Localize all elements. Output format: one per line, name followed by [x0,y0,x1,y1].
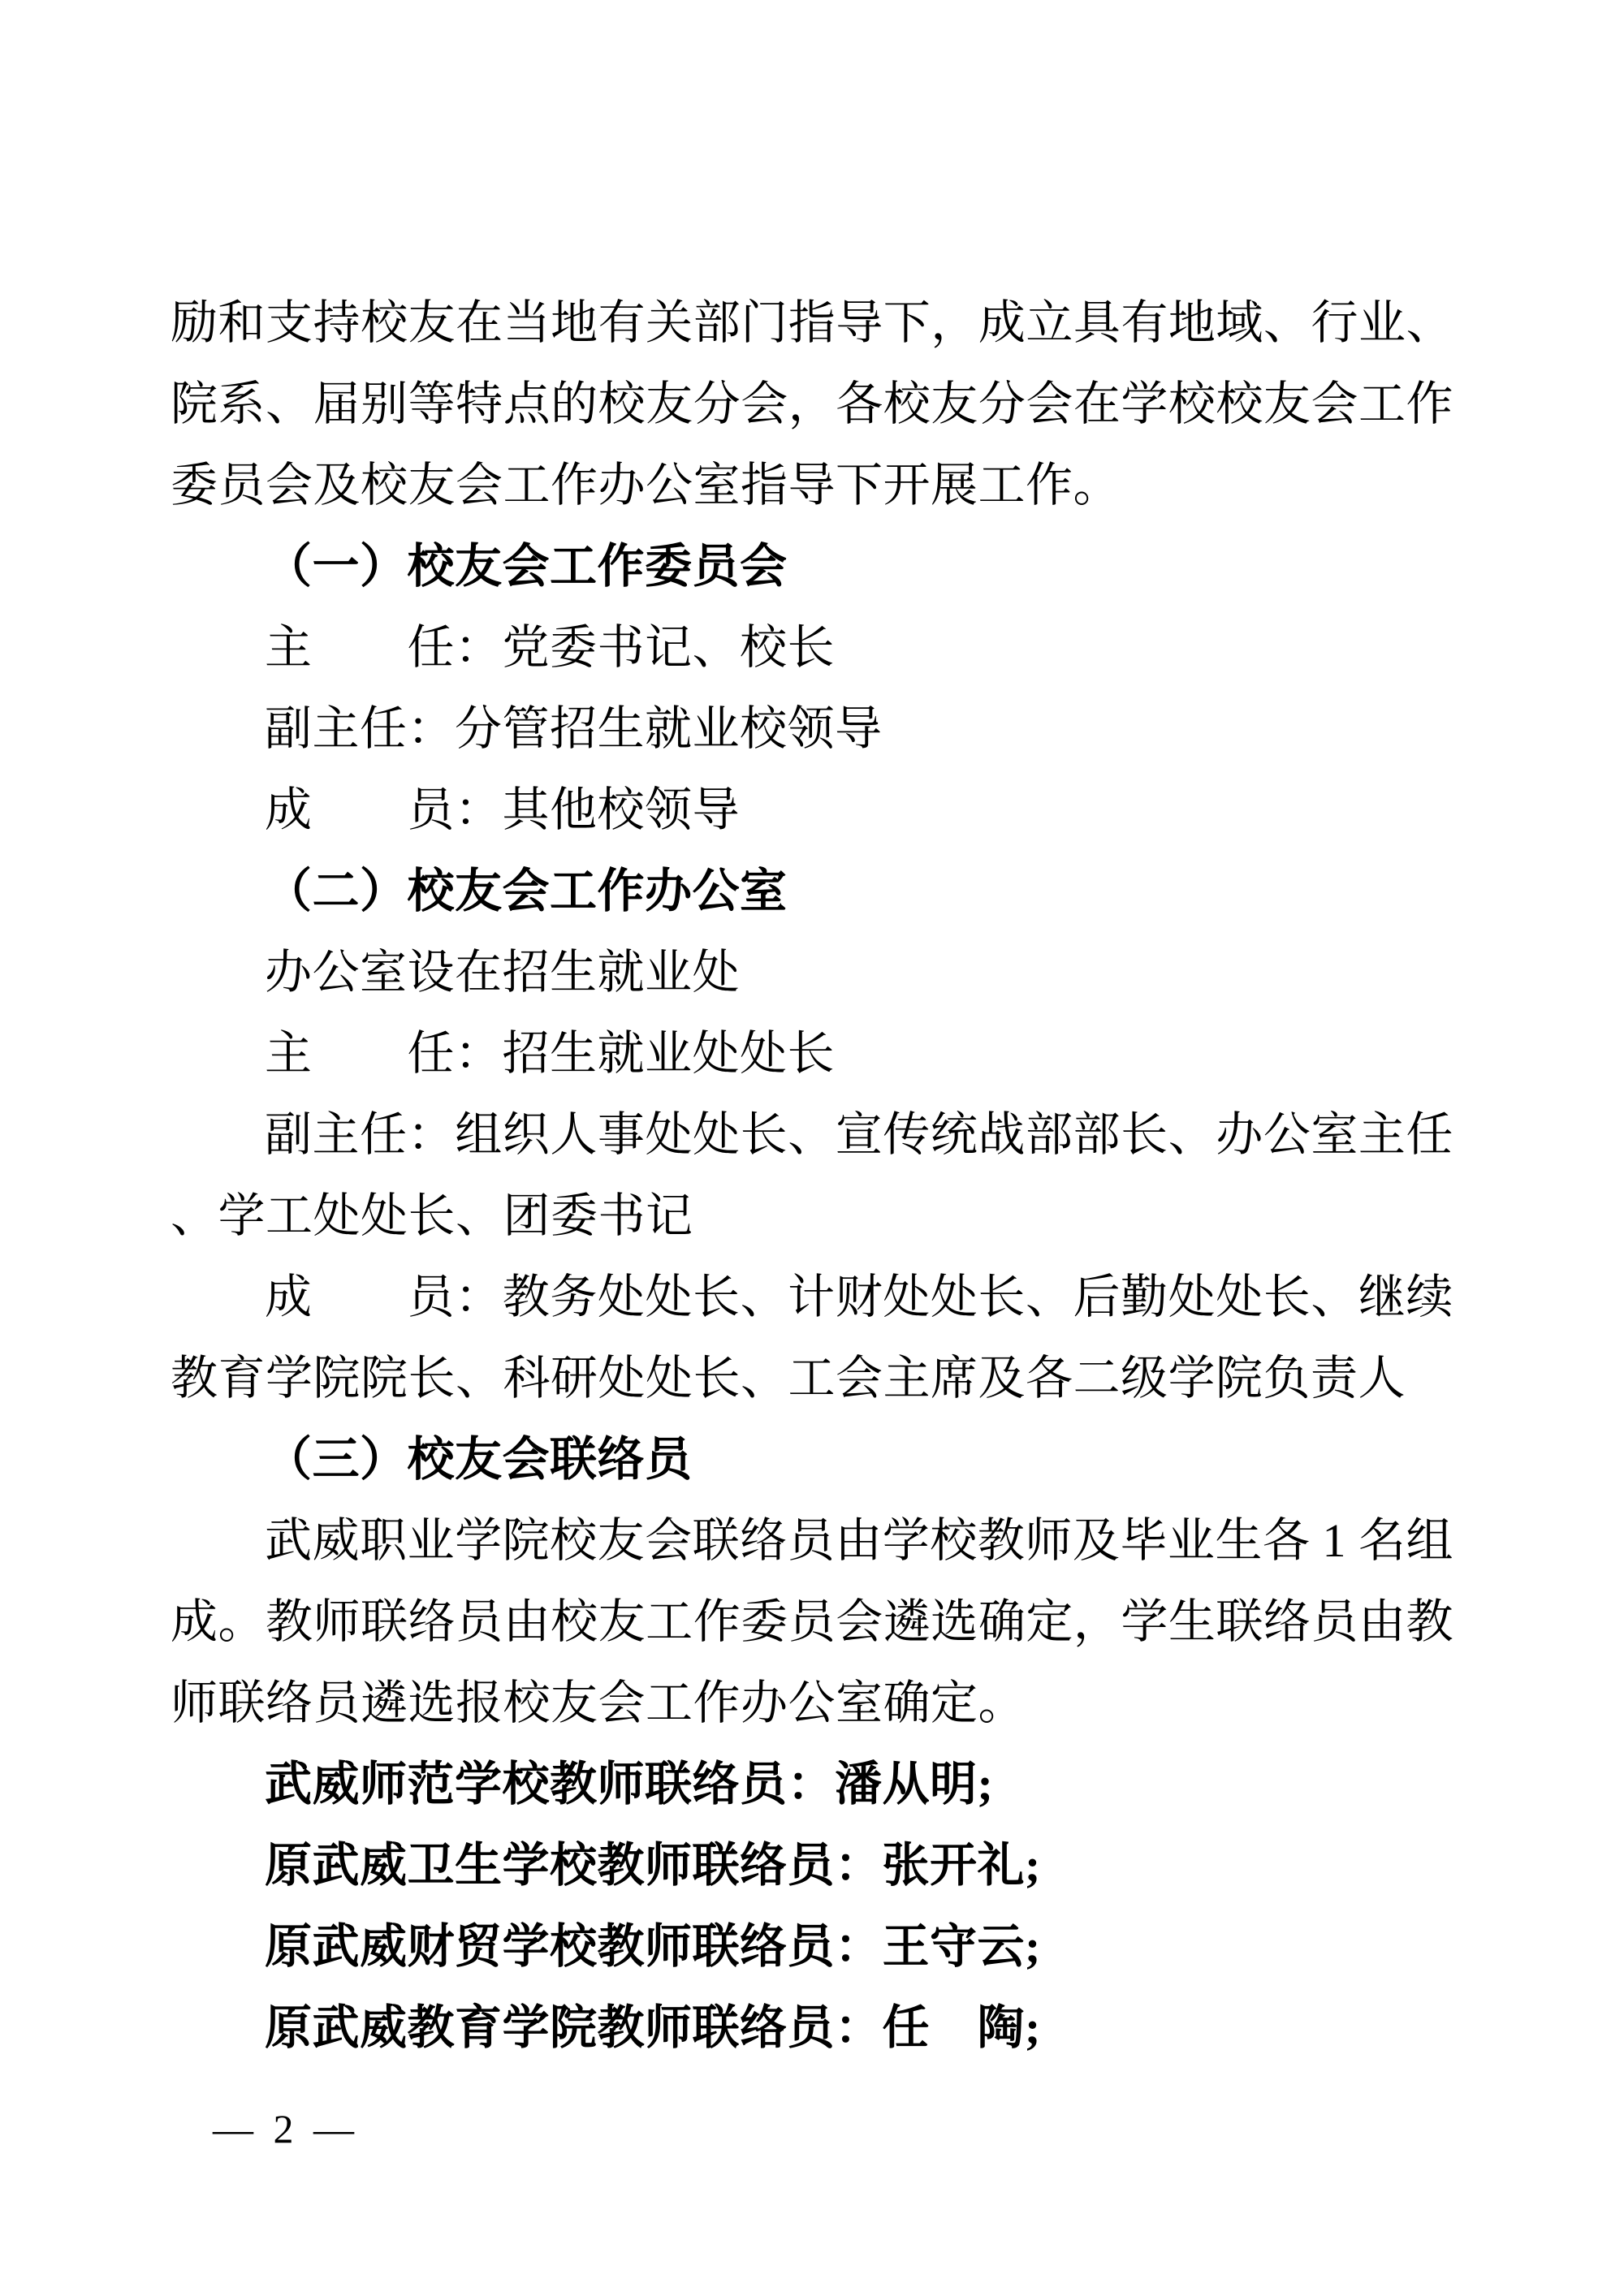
paragraph: 成 员：教务处处长、计财处处长、后勤处处长、继续教育学院院长、科研处处长、工会主席及各二级学院负责人 [171,1271,1453,1405]
page-number: — 2 — [213,2106,359,2151]
paragraph: 主 任：招生就业处处长 [265,1027,836,1080]
liaison-item: 原武威卫生学校教师联络员：张开礼; [265,1839,1041,1892]
paragraph: 成 员：其他校领导 [265,783,741,836]
paragraph: 副主任：分管招生就业校领导 [265,702,883,755]
paragraph: 主 任：党委书记、校长 [265,621,836,674]
liaison-item: 原武威财贸学校教师联络员：王守云; [265,1920,1041,1973]
paragraph: 武威职业学院校友会联络员由学校教师及毕业生各 1 名组成。教师联络员由校友工作委员会遴选确定，学生联络员由教师联络员遴选报校友会工作办公室确定。 [171,1514,1453,1729]
paragraph: 副主任：组织人事处处长、宣传统战部部长、办公室主任、学工处处长、团委书记 [171,1108,1453,1242]
section-heading: （三）校友会联络员 [265,1433,693,1486]
liaison-item: 原武威教育学院教师联络员：任 陶; [265,2001,1041,2054]
section-heading: （二）校友会工作办公室 [265,865,788,917]
section-heading: （一）校友会工作委员会 [265,540,788,593]
page-footer [213,2104,359,2153]
paragraph: 励和支持校友在当地有关部门指导下，成立具有地域、行业、院系、届别等特点的校友分会，各校友分会在学校校友会工作委员会及校友会工作办公室指导下开展工作。 [171,296,1453,511]
document-body [171,283,1453,2069]
paragraph: 办公室设在招生就业处 [265,946,741,999]
liaison-item: 武威师范学校教师联络员：潘从明; [265,1758,994,1810]
